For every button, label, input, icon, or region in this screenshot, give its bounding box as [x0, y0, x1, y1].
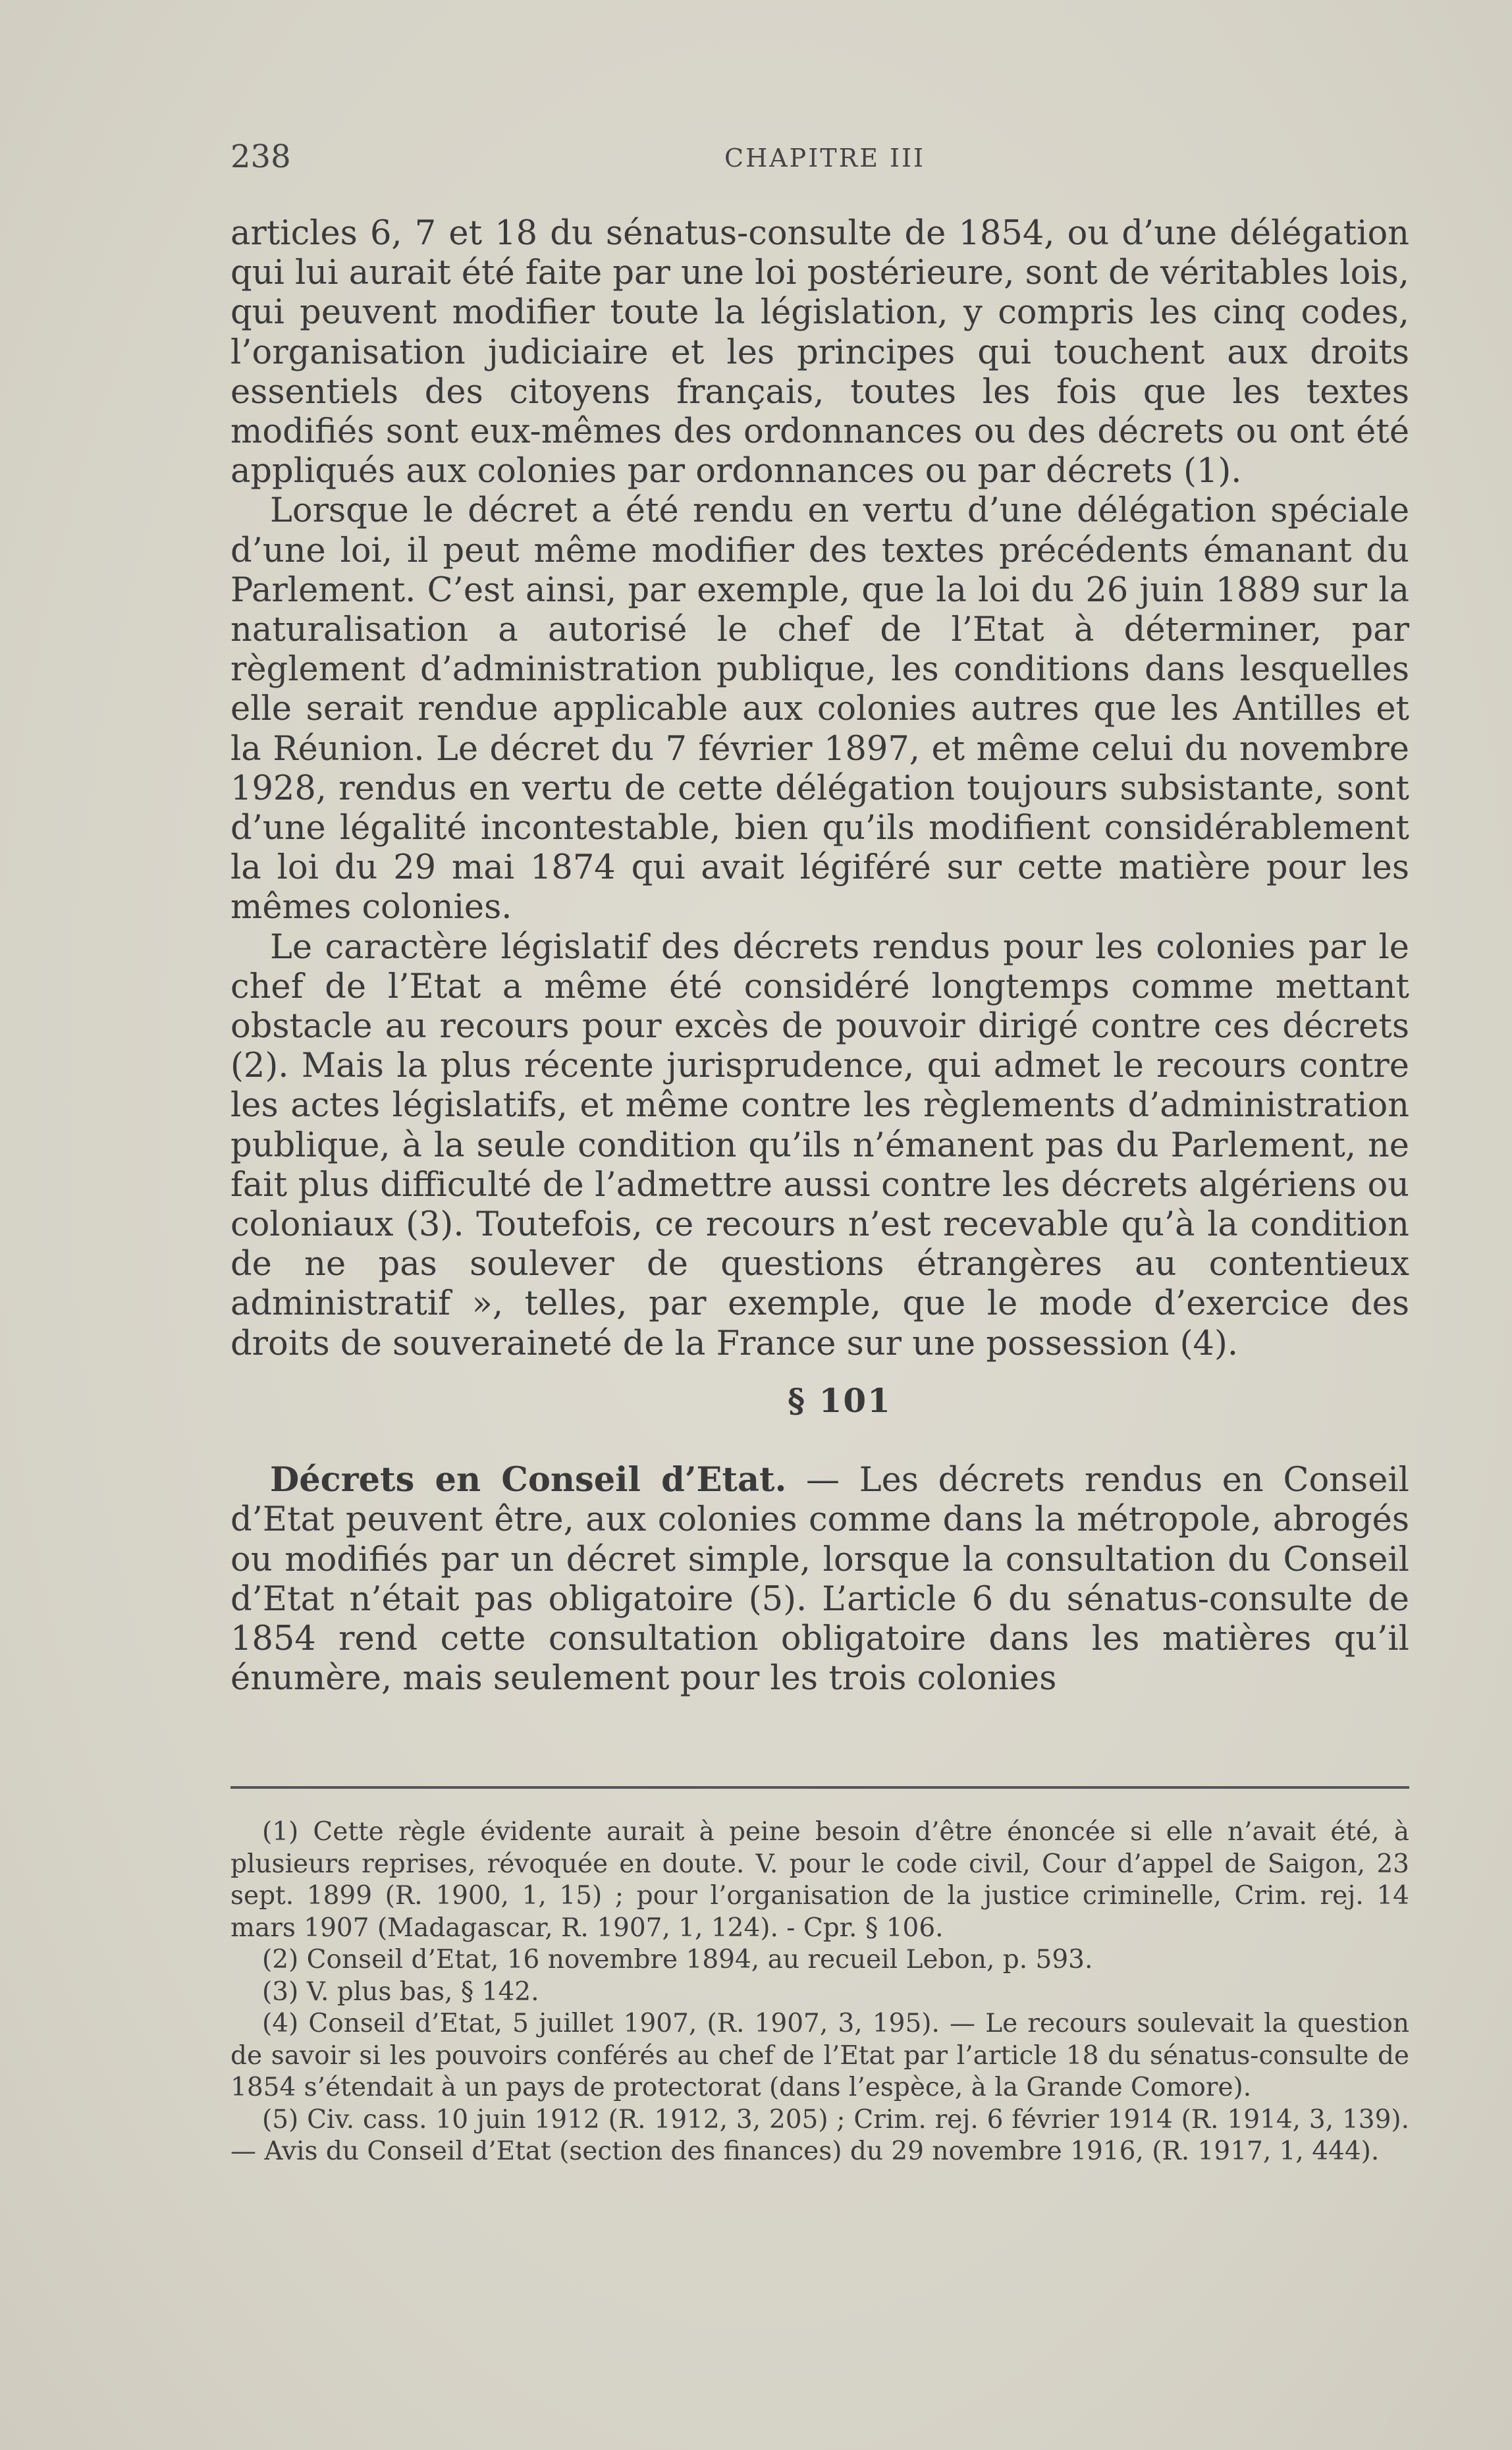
footnote-5: (5) Civ. cass. 10 juin 1912 (R. 1912, 3, 205) ; Crim. rej. 6 février 1914 (R. 1914, 3, 139). — Avis du Conseil d’Etat (section des finances) du 29 novembre 1916, (R. 1917, 1, 444).: [230, 2104, 1409, 2166]
page-header: [230, 138, 1409, 178]
paragraph-3: Le caractère législatif des décrets rendus pour les colonies par le chef de l’Etat a même été considéré longtemps comme mettant obstacle au recours pour excès de pouvoir dirigé contre ces décrets (2). Mais la plus récente jurisprudence, qui admet le recours contre les actes législatifs, et même contre les règlements d’administration publique, à la seule condition qu’ils n’émanent pas du Parlement, ne fait plus difficulté de l’admettre aussi contre les décrets algériens ou coloniaux (3). Toutefois, ce recours n’est recevable qu’à la condition de ne pas soulever de questions étrangères au contentieux administratif », telles, par exemple, que le mode d’exercice des droits de souveraineté de la France sur une possession (4).: [230, 927, 1409, 1363]
footnote-1: (1) Cette règle évidente aurait à peine besoin d’être énoncée si elle n’avait été, à plusieurs reprises, révoquée en doute. V. pour le code civil, Cour d’appel de Saigon, 23 sept. 1899 (R. 1900, 1, 15) ; pour l’organisation de la justice criminelle, Crim. rej. 14 mars 1907 (Madagascar, R. 1907, 1, 124). - Cpr. § 106.: [230, 1817, 1409, 1943]
footnote-2: (2) Conseil d’Etat, 16 novembre 1894, au recueil Lebon, p. 593.: [262, 1945, 1093, 1974]
footnote-divider: [230, 1786, 1409, 1789]
page-number: 238: [230, 138, 291, 175]
paragraph-4: [230, 1460, 1409, 1699]
paragraph-4-lead: Décrets en Conseil d’Etat.: [270, 1460, 787, 1500]
running-head: CHAPITRE III: [724, 144, 926, 173]
footnote-4: (4) Conseil d’Etat, 5 juillet 1907, (R. 1907, 3, 195). — Le recours soulevait la question de savoir si les pouvoirs conférés au chef de l’Etat par l’article 18 du sénatus-consulte de 1854 s’étendait à un pays de protectorat (dans l’espèce, à la Grande Comore).: [230, 2009, 1409, 2102]
paragraph-2: Lorsque le décret a été rendu en vertu d’une délégation spéciale d’une loi, il peut même modifier des textes précédents émanant du Parlement. C’est ainsi, par exemple, que la loi du 26 juin 1889 sur la naturalisation a autorisé le chef de l’Etat à déterminer, par règlement d’administration publique, les conditions dans lesquelles elle serait rendue applicable aux colonies autres que les Antilles et la Réunion. Le décret du 7 février 1897, et même celui du novembre 1928, rendus en vertu de cette délégation toujours subsistante, sont d’une légalité incontestable, bien qu’ils modifient considérablement la loi du 29 mai 1874 qui avait légiféré sur cette matière pour les mêmes colonies.: [230, 491, 1409, 927]
paragraph-1: articles 6, 7 et 18 du sénatus-consulte de 1854, ou d’une délégation qui lui aurait été faite par une loi postérieure, sont de véritables lois, qui peuvent modifier toute la législation, y compris les cinq codes, l’organisation judiciaire et les principes qui touchent aux droits essentiels des citoyens français, toutes les fois que les textes modifiés sont eux-mêmes des ordonnances ou des décrets ou ont été appliqués aux colonies par ordonnances ou par décrets (1).: [230, 214, 1409, 491]
footnotes: [230, 1816, 1409, 2168]
section-heading: § 101: [788, 1380, 892, 1420]
footnote-3: (3) V. plus bas, § 142.: [262, 1976, 539, 2007]
main-text: [230, 214, 1409, 1699]
paragraph-4-text: — Les décrets rendus en Conseil d’Etat peuvent être, aux colonies comme dans la métropole, abrogés ou modifiés par un décret simple, lorsque la consultation du Conseil d’Etat n’était pas obligatoire (5). L’article 6 du sénatus-consulte de 1854 rend cette consultation obligatoire dans les matières qu’il énumère, mais seulement pour les trois colonies: [230, 1461, 1409, 1699]
